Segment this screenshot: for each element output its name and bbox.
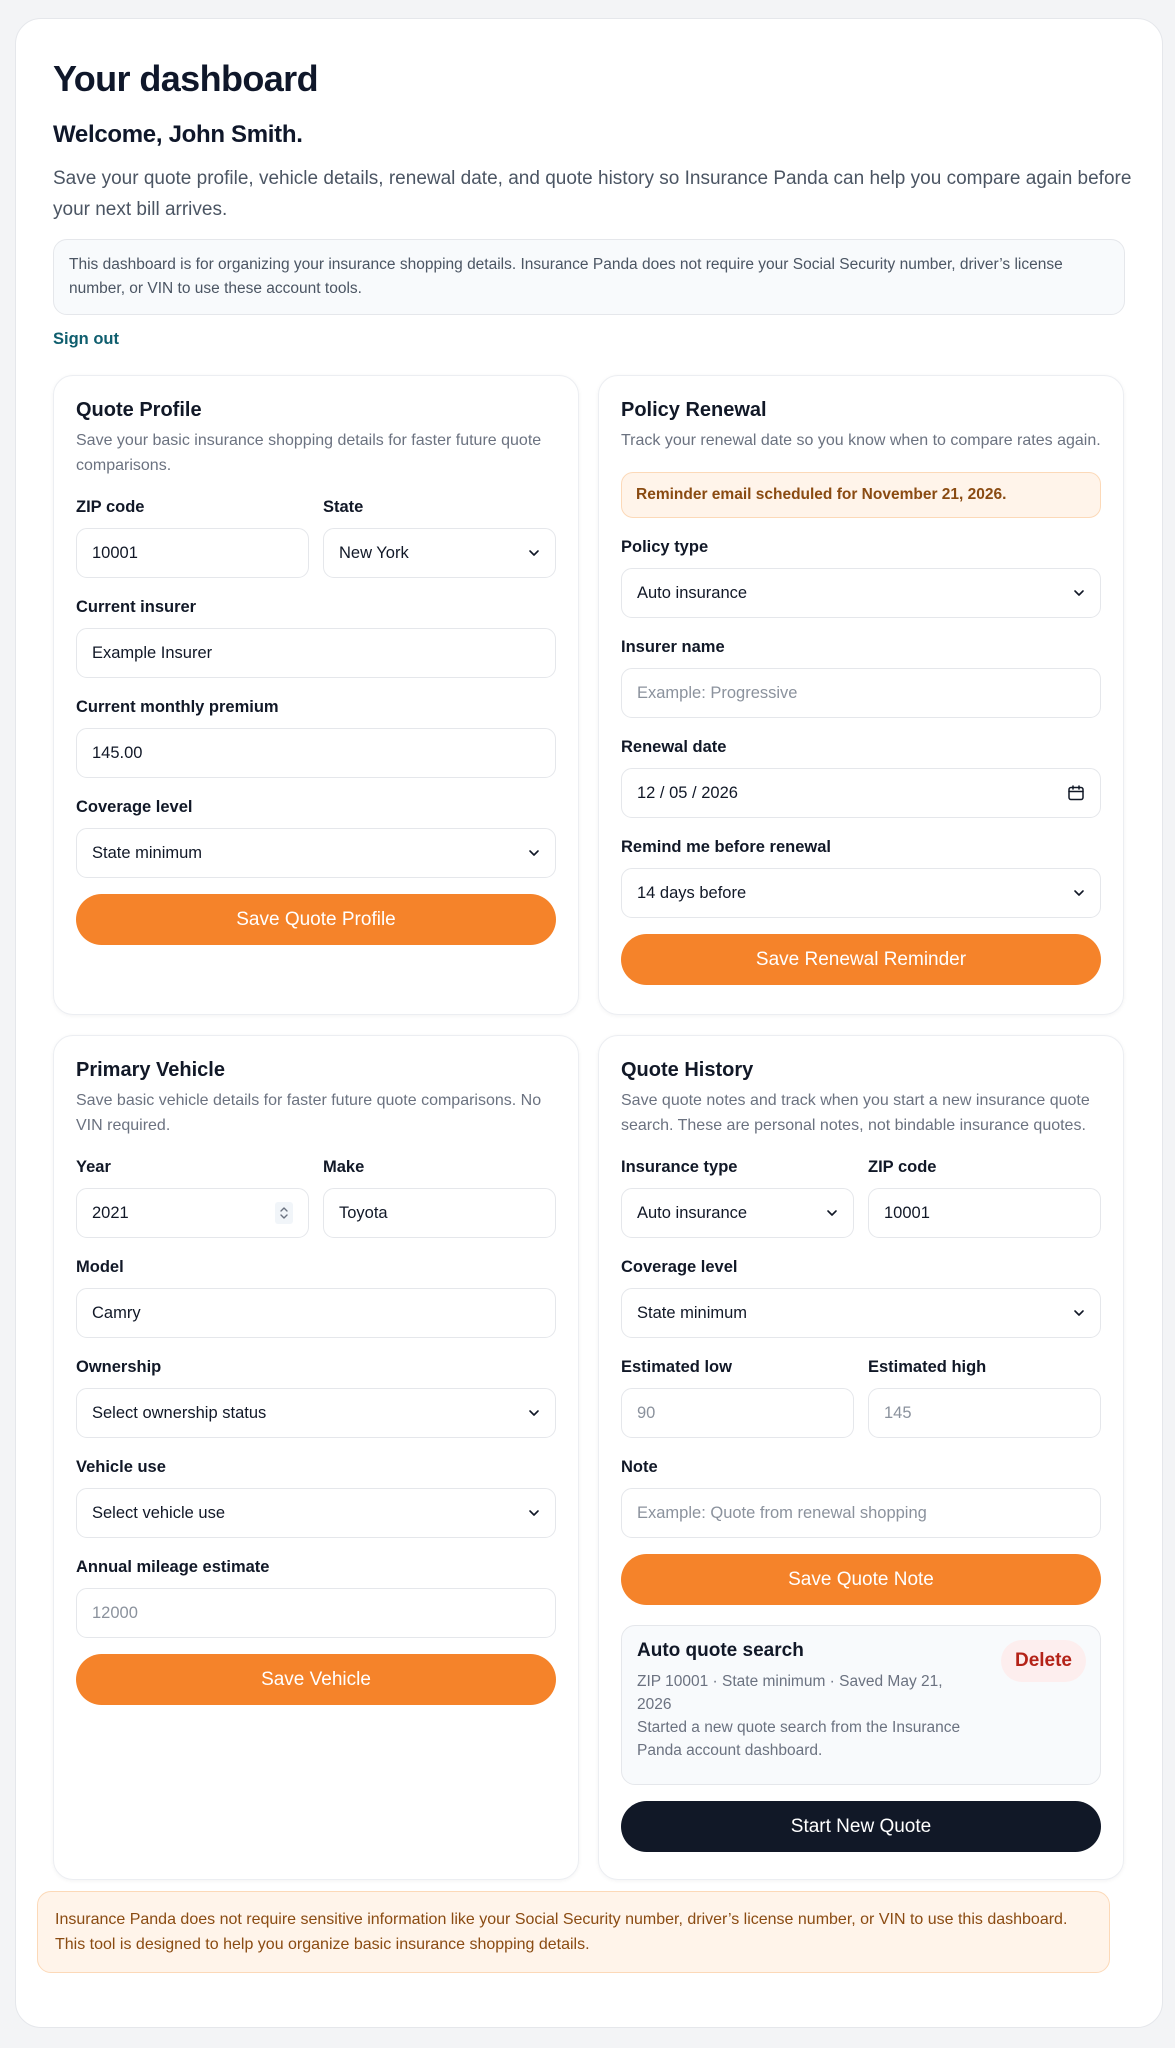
current-insurer-input[interactable] — [76, 628, 556, 678]
coverage-label: Coverage level — [76, 798, 193, 816]
chevron-down-icon — [528, 1407, 540, 1419]
model-label: Model — [76, 1258, 124, 1276]
zip-value: 10001 — [884, 1203, 930, 1222]
mileage-placeholder: 12000 — [92, 1603, 138, 1622]
low-placeholder: 90 — [637, 1403, 656, 1422]
policy-type-select[interactable] — [621, 568, 1101, 618]
year-input[interactable] — [76, 1188, 309, 1238]
policy-type-label: Policy type — [621, 538, 709, 556]
chevron-down-icon — [1073, 887, 1085, 899]
chevron-down-icon — [528, 847, 540, 859]
insurer-label: Current insurer — [76, 598, 197, 616]
sensitive-info-disclaimer: Insurance Panda does not require sensitive information like your Social Security number, driver’s license number, or VIN to use this dashboard. This tool is designed to help you organize basic insurance shopping details. — [37, 1891, 1110, 1973]
chevron-down-icon — [1073, 1307, 1085, 1319]
card-grid — [53, 375, 1125, 1875]
card-description: Save quote notes and track when you start a new insurance quote search. These are personal notes, not bindable insurance quotes. — [621, 1092, 1090, 1134]
vehicle-use-value: Select vehicle use — [92, 1503, 225, 1522]
state-select[interactable] — [323, 528, 556, 578]
remind-label: Remind me before renewal — [621, 838, 831, 856]
ownership-label: Ownership — [76, 1358, 162, 1376]
insurer-value: Example Insurer — [92, 643, 213, 662]
high-placeholder: 145 — [884, 1403, 912, 1422]
renewal-date-label: Renewal date — [621, 738, 727, 756]
ownership-value: Select ownership status — [92, 1403, 267, 1422]
model-value: Camry — [92, 1303, 141, 1322]
zip-input[interactable] — [868, 1188, 1101, 1238]
quote-profile-card — [53, 375, 579, 1015]
renewal-date-input[interactable] — [621, 768, 1101, 818]
save-vehicle-button[interactable]: Save Vehicle — [76, 1654, 556, 1705]
save-quote-profile-button[interactable]: Save Quote Profile — [76, 894, 556, 945]
calendar-icon[interactable] — [1067, 784, 1085, 802]
stepper-icon[interactable] — [275, 1202, 293, 1224]
vehicle-use-label: Vehicle use — [76, 1458, 166, 1476]
coverage-level-select[interactable] — [76, 828, 556, 878]
dashboard-page — [15, 18, 1163, 2028]
estimated-low-label: Estimated low — [621, 1358, 732, 1376]
policy-type-value: Auto insurance — [637, 583, 748, 602]
chevron-down-icon — [528, 1507, 540, 1519]
primary-vehicle-card — [53, 1035, 579, 1880]
note-placeholder: Example: Quote from renewal shopping — [637, 1503, 927, 1522]
insurer-name-input[interactable] — [621, 668, 1101, 718]
policy-renewal-card — [598, 375, 1124, 1015]
premium-label: Current monthly premium — [76, 698, 279, 716]
year-label: Year — [76, 1158, 111, 1176]
estimated-low-input[interactable] — [621, 1388, 854, 1438]
delete-entry-button[interactable]: Delete — [1001, 1640, 1086, 1682]
quote-history-card — [598, 1035, 1124, 1880]
zip-input[interactable] — [76, 528, 309, 578]
mileage-label: Annual mileage estimate — [76, 1558, 270, 1576]
intro-text: Save your quote profile, vehicle details, renewal date, and quote history so Insurance Panda can help you compare again before your next bill arrives. — [53, 168, 1132, 220]
card-title: Primary Vehicle — [76, 1059, 225, 1081]
ownership-select[interactable] — [76, 1388, 556, 1438]
card-title: Quote Profile — [76, 399, 202, 421]
remind-before-select[interactable] — [621, 868, 1101, 918]
zip-label: ZIP code — [76, 498, 145, 516]
zip-label: ZIP code — [868, 1158, 937, 1176]
quote-history-entry — [621, 1625, 1101, 1785]
state-value: New York — [339, 543, 409, 562]
save-renewal-reminder-button[interactable]: Save Renewal Reminder — [621, 934, 1101, 985]
insurer-name-label: Insurer name — [621, 638, 725, 656]
card-title: Policy Renewal — [621, 399, 767, 421]
insurance-type-value: Auto insurance — [637, 1203, 748, 1222]
insurance-type-select[interactable] — [621, 1188, 854, 1238]
reminder-status-banner: Reminder email scheduled for November 21, 2026. — [621, 472, 1101, 518]
card-title: Quote History — [621, 1059, 754, 1081]
insurance-type-label: Insurance type — [621, 1158, 738, 1176]
state-label: State — [323, 498, 364, 516]
privacy-notice: This dashboard is for organizing your insurance shopping details. Insurance Panda does not require your Social Security number, driver’s license number, or VIN to use these account tools. — [53, 239, 1125, 315]
make-value: Toyota — [339, 1203, 388, 1222]
chevron-down-icon — [1073, 587, 1085, 599]
zip-value: 10001 — [92, 543, 138, 562]
entry-note: Started a new quote search from the Insurance Panda account dashboard. — [637, 1719, 961, 1759]
make-input[interactable] — [323, 1188, 556, 1238]
chevron-down-icon — [528, 547, 540, 559]
save-quote-note-button[interactable]: Save Quote Note — [621, 1554, 1101, 1605]
entry-meta: ZIP 10001 · State minimum · Saved May 21, 2026 — [637, 1673, 943, 1713]
entry-title: Auto quote search — [637, 1640, 804, 1661]
page-title: Your dashboard — [53, 58, 318, 99]
sign-out-link[interactable]: Sign out — [53, 330, 119, 348]
coverage-level-select[interactable] — [621, 1288, 1101, 1338]
annual-mileage-input[interactable] — [76, 1588, 556, 1638]
monthly-premium-input[interactable] — [76, 728, 556, 778]
card-description: Save your basic insurance shopping details for faster future quote comparisons. — [76, 432, 542, 474]
year-value: 2021 — [92, 1203, 129, 1222]
estimated-high-input[interactable] — [868, 1388, 1101, 1438]
coverage-label: Coverage level — [621, 1258, 738, 1276]
note-input[interactable] — [621, 1488, 1101, 1538]
premium-value: 145.00 — [92, 743, 143, 762]
welcome-heading: Welcome, John Smith. — [53, 121, 303, 148]
coverage-value: State minimum — [92, 843, 203, 862]
insurer-placeholder: Example: Progressive — [637, 683, 798, 702]
start-new-quote-button[interactable]: Start New Quote — [621, 1801, 1101, 1852]
card-description: Save basic vehicle details for faster future quote comparisons. No VIN required. — [76, 1092, 542, 1134]
note-label: Note — [621, 1458, 658, 1476]
renewal-date-value: 12 / 05 / 2026 — [637, 783, 738, 802]
card-description: Track your renewal date so you know when to compare rates again. — [621, 432, 1101, 449]
coverage-value: State minimum — [637, 1303, 748, 1322]
model-input[interactable] — [76, 1288, 556, 1338]
make-label: Make — [323, 1158, 365, 1176]
estimated-high-label: Estimated high — [868, 1358, 987, 1376]
remind-value: 14 days before — [637, 883, 747, 902]
vehicle-use-select[interactable] — [76, 1488, 556, 1538]
chevron-down-icon — [826, 1207, 838, 1219]
